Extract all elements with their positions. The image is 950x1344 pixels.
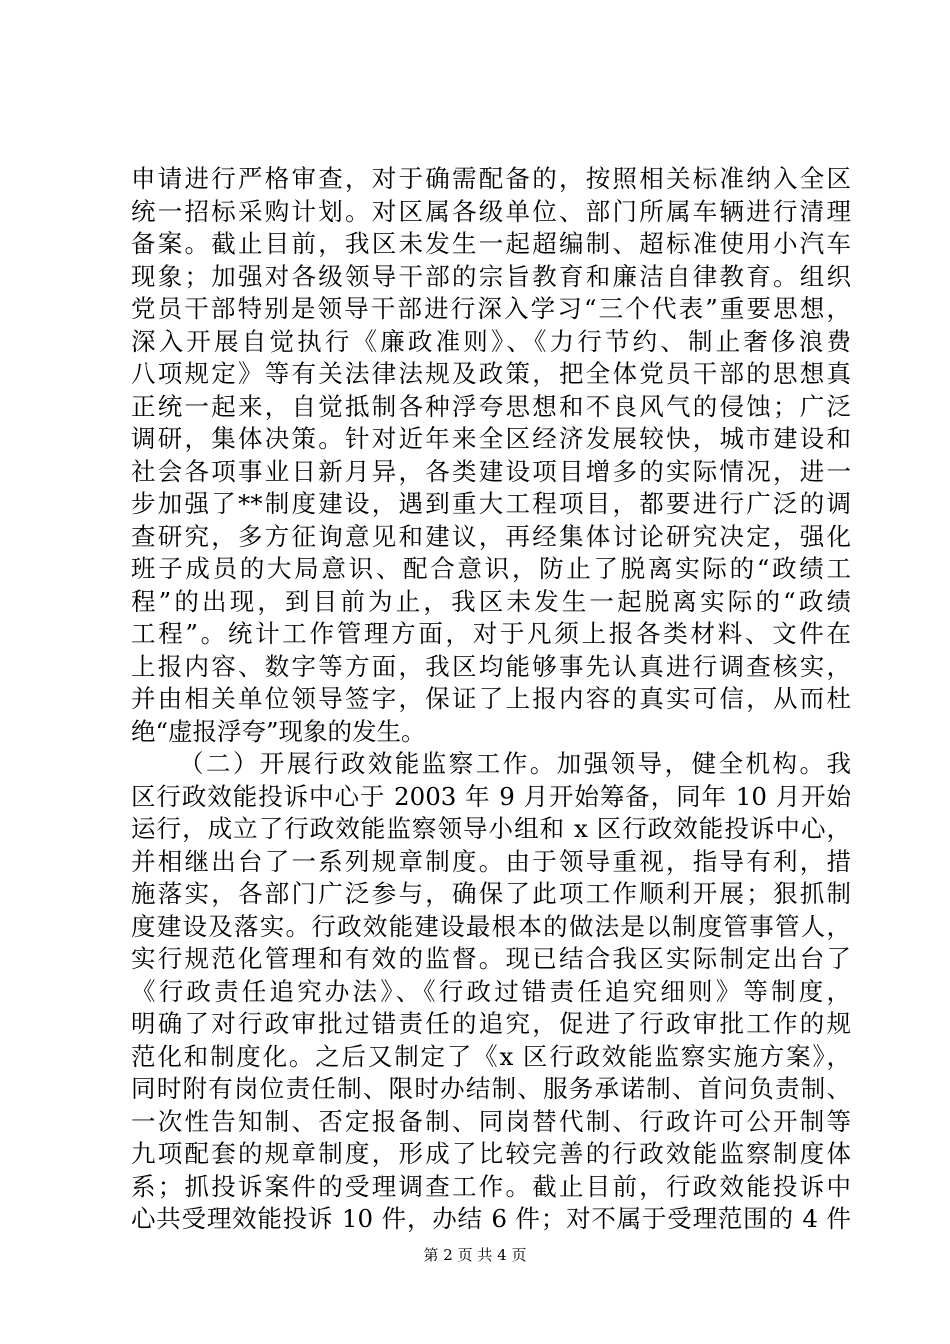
text-line: 备案。截止目前，我区未发生一起超编制、超标准使用小汽车 [131,229,851,258]
text-line: 八项规定》等有关法律法规及政策，把全体党员干部的思想真 [131,359,851,388]
text-line: 并由相关单位领导签字，保证了上报内容的真实可信，从而杜 [131,684,851,713]
text-line: 申请进行严格审查，对于确需配备的，按照相关标准纳入全区 [131,164,851,193]
text-line: 系；抓投诉案件的受理调查工作。截止目前，行政效能投诉中 [131,1171,851,1201]
text-line: 社会各项事业日新月异，各类建设项目增多的实际情况，进一 [131,456,851,486]
text-line: 深入开展自觉执行《廉政准则》、《力行节约、制止奢侈浪费 [131,326,851,356]
page-number: 第 2 页 共 4 页 [423,1246,527,1264]
text-line: 正统一起来，自觉抵制各种浮夸思想和不良风气的侵蚀；广泛 [131,391,851,421]
text-line: 心共受理效能投诉 10 件，办结 6 件；对不属于受理范围的 4 件 [131,1204,851,1233]
text-line: 明确了对行政审批过错责任的追究，促进了行政审批工作的规 [131,1009,851,1038]
text-line: 施落实，各部门广泛参与，确保了此项工作顺利开展；狠抓制 [131,879,851,908]
text-line: 党员干部特别是领导干部进行深入学习“三个代表”重要思想， [131,294,851,323]
text-line: （二）开展行政效能监察工作。加强领导，健全机构。我 [179,749,851,778]
text-line: 上报内容、数字等方面，我区均能够事先认真进行调查核实， [131,651,851,681]
text-line: 并相继出台了一系列规章制度。由于领导重视，指导有利，措 [131,846,851,876]
text-line: 同时附有岗位责任制、限时办结制、服务承诺制、首问负责制、 [131,1074,851,1103]
text-line: 步加强了**制度建设，遇到重大工程项目，都要进行广泛的调 [131,489,851,518]
text-line: 九项配套的规章制度，形成了比较完善的行政效能监察制度体 [131,1139,851,1168]
text-line: 班子成员的大局意识、配合意识，防止了脱离实际的“政绩工 [131,554,851,583]
paragraph-1 [131,163,851,748]
text-line: 绝“虚报浮夸”现象的发生。 [131,716,426,746]
text-line: 区行政效能投诉中心于 2003 年 9 月开始筹备，同年 10 月开始 [131,781,851,811]
text-line: 调研，集体决策。针对近年来全区经济发展较快，城市建设和 [131,424,851,453]
text-line: 运行，成立了行政效能监察领导小组和 x 区行政效能投诉中心， [131,814,851,843]
text-line: 一次性告知制、否定报备制、同岗替代制、行政许可公开制等 [131,1106,851,1136]
page-footer [0,1245,950,1265]
text-line: 工程”。统计工作管理方面，对于凡须上报各类材料、文件在 [131,619,851,648]
text-line: 程”的出现，到目前为止，我区未发生一起脱离实际的“政绩 [131,586,851,616]
text-line: 范化和制度化。之后又制定了《x 区行政效能监察实施方案》， [131,1041,851,1071]
text-line: 统一招标采购计划。对区属各级单位、部门所属车辆进行清理 [131,196,851,226]
text-line: 查研究，多方征询意见和建议，再经集体讨论研究决定，强化 [131,521,851,551]
text-line: 实行规范化管理和有效的监督。现已结合我区实际制定出台了 [131,944,851,973]
document-body [131,163,851,1236]
text-line: 现象；加强对各级领导干部的宗旨教育和廉洁自律教育。组织 [131,261,851,291]
text-line: 《行政责任追究办法》、《行政过错责任追究细则》等制度， [131,976,851,1006]
paragraph-2 [131,748,851,1236]
text-line: 度建设及落实。行政效能建设最根本的做法是以制度管事管人， [131,911,851,941]
